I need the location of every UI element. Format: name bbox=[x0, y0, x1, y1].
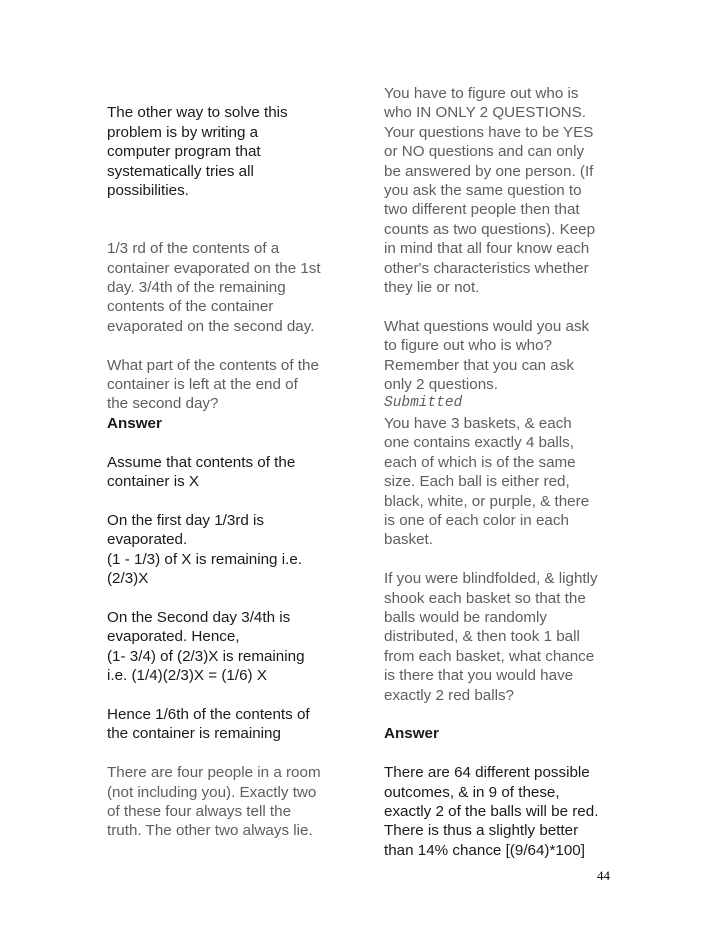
page-number: 44 bbox=[597, 868, 610, 883]
paragraph-baskets-answer: There are 64 different possible outcomes, & in 9 of these, exactly 2 of the balls will be red. There is thus a slightly better than 14% chance [(9/64)*100] bbox=[384, 764, 599, 859]
paragraph-second-day: On the Second day 3/4th is evaporated. Hence, (1- 3/4) of (2/3)X is remaining i.e. (1/4)(2/3)X = (1/6) X bbox=[107, 608, 305, 685]
answer-heading: Answer bbox=[384, 725, 439, 743]
left-column bbox=[107, 84, 352, 841]
puzzle-baskets-question: If you were blindfolded, & lightly shook each basket so that the balls would be randomly distributed, & then took 1 ball from each basket, what chance is there that you would have exactly 2 red balls? bbox=[384, 570, 598, 704]
paragraph-assume: Assume that contents of the container is X bbox=[107, 453, 296, 491]
right-column bbox=[384, 84, 629, 860]
puzzle-questions-ask: What questions would you ask to figure out who is who? Remember that you can ask only 2 questions. bbox=[384, 317, 590, 394]
puzzle-evaporation-statement: 1/3 rd of the contents of a container evaporated on the 1st day. 3/4th of the remaining contents of the container evaporated on the second day. bbox=[107, 240, 321, 335]
paragraph-conclusion: Hence 1/6th of the contents of the container is remaining bbox=[107, 705, 310, 743]
answer-heading: Answer bbox=[107, 414, 162, 432]
puzzle-evaporation-question: What part of the contents of the container is left at the end of the second day? bbox=[107, 356, 319, 413]
submitted-label: Submitted bbox=[384, 395, 463, 412]
puzzle-questions-rules: You have to figure out who is who IN ONLY 2 QUESTIONS. Your questions have to be YES or NO questions and can only be answered by one person. (If you ask the same question to two different people then that counts as two questions). Keep in mind that all four know each other's characteristics whether they lie or not. bbox=[384, 85, 596, 297]
puzzle-baskets-statement: You have 3 baskets, & each one contains exactly 4 balls, each of which is of the same size. Each ball is either red, black, white, or purple, & there is one of each color in each basket. bbox=[384, 414, 590, 549]
paragraph-first-day: On the first day 1/3rd is evaporated. (1 - 1/3) of X is remaining i.e. (2/3)X bbox=[107, 511, 302, 588]
puzzle-four-people: There are four people in a room (not including you). Exactly two of these four always tell the truth. The other two always lie. bbox=[107, 764, 321, 840]
paragraph-program-solution: The other way to solve this problem is by writing a computer program that systematically tries all possibilities. bbox=[107, 104, 288, 200]
